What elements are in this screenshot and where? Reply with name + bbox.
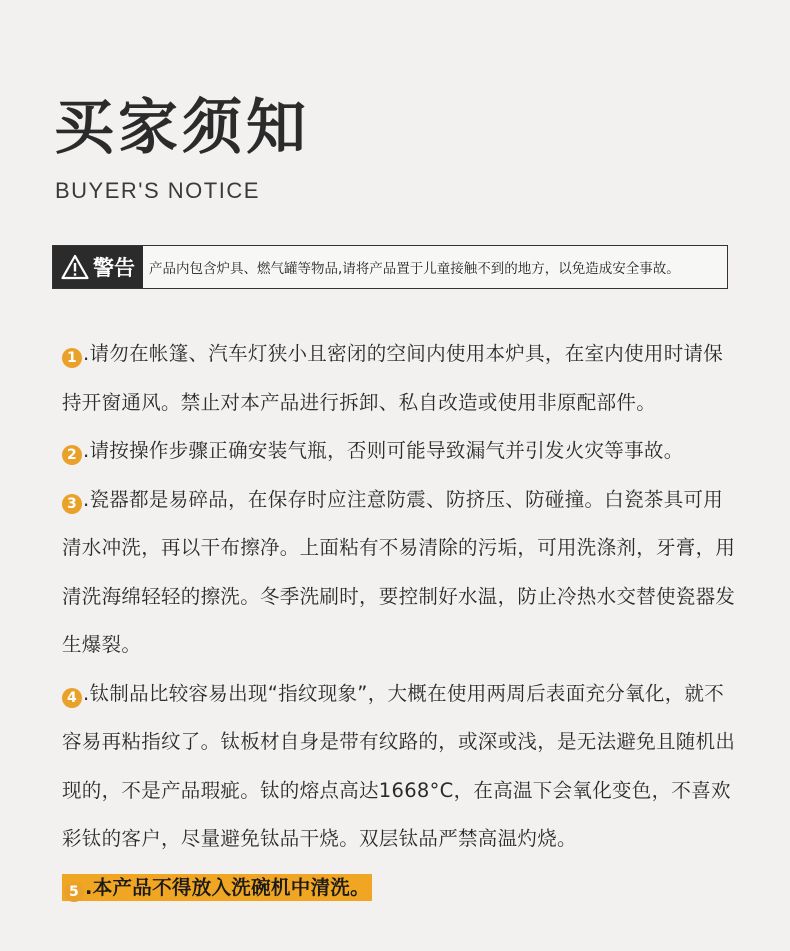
item-text: .请按操作步骤正确安装气瓶，否则可能导致漏气并引发火灾等事故。 <box>83 439 684 462</box>
notice-item-1 <box>62 330 742 427</box>
warning-tag <box>53 246 143 288</box>
notice-item-4 <box>62 670 742 864</box>
item-number-badge: 2 <box>62 445 82 465</box>
warning-label: 警告 <box>93 256 135 280</box>
warning-triangle-icon <box>61 254 89 280</box>
warning-text: 产品内包含炉具、燃气罐等物品,请将产品置于儿童接触不到的地方，以免造成安全事故。 <box>149 261 680 277</box>
notice-item-3 <box>62 476 742 670</box>
item-number-badge: 5 <box>64 882 84 902</box>
highlighted-notice <box>62 874 372 901</box>
item-text: .本产品不得放入洗碗机中清洗。 <box>85 875 370 899</box>
item-number-badge: 4 <box>62 688 82 708</box>
notice-list <box>62 330 742 912</box>
item-text: .瓷器都是易碎品，在保存时应注意防震、防挤压、防碰撞。白瓷茶具可用清水冲洗，再以干布擦净。上面粘有不易清除的污垢，可用洗涤剂，牙膏，用清洗海绵轻轻的擦洗。冬季洗刷时，要控制好水温，防止冷热水交替使瓷器发生爆裂。 <box>62 487 736 656</box>
item-number-badge: 3 <box>62 494 82 514</box>
page-title: 买家须知 <box>54 93 310 163</box>
item-text: .钛制品比较容易出现“指纹现象”，大概在使用两周后表面充分氧化，就不容易再粘指纹了。钛板材自身是带有纹路的，或深或浅，是无法避免且随机出现的，不是产品瑕疵。钛的熔点高达1668°C，在高温下会氧化变色，不喜欢彩钛的客户，尽量避免钛品干烧。双层钛品严禁高温灼烧。 <box>62 681 736 850</box>
warning-banner <box>52 245 728 289</box>
notice-item-5 <box>62 864 742 913</box>
item-text: .请勿在帐篷、汽车灯狭小且密闭的空间内使用本炉具，在室内使用时请保持开窗通风。禁止对本产品进行拆卸、私自改造或使用非原配部件。 <box>62 342 724 414</box>
notice-item-2 <box>62 427 742 476</box>
page-subtitle: BUYER'S NOTICE <box>55 178 260 203</box>
item-number-badge: 1 <box>62 348 82 368</box>
